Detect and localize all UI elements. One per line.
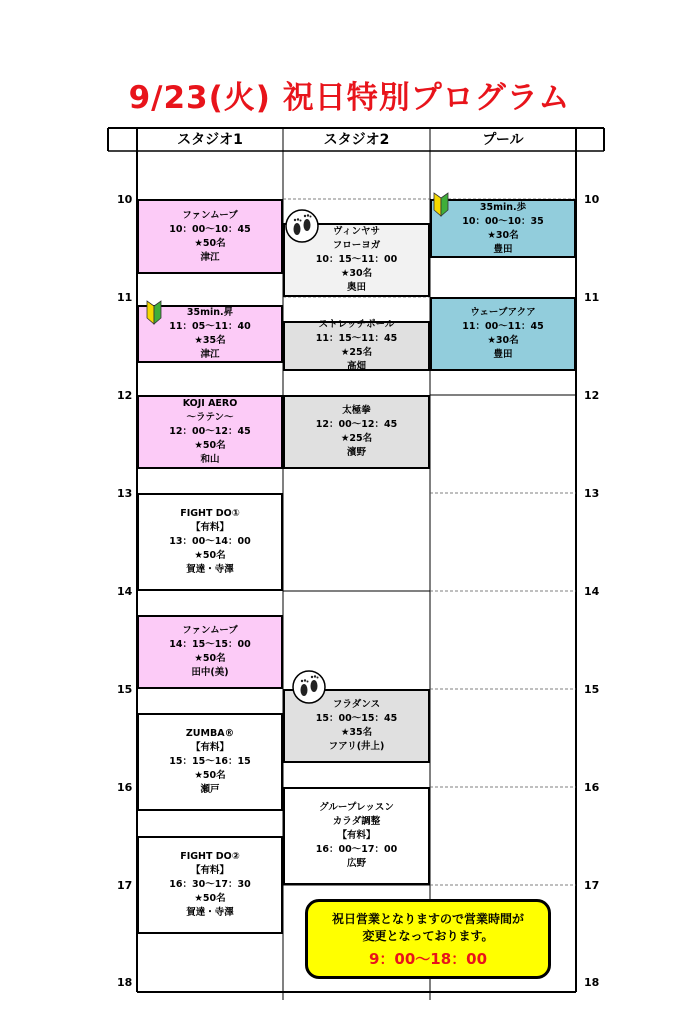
hour-label-right: 12 [584, 389, 600, 402]
class-time: 11：00～11：45 [462, 321, 544, 332]
hour-label-right: 18 [584, 976, 600, 989]
hour-label-right: 13 [584, 487, 600, 500]
class-block[interactable] [137, 493, 283, 591]
class-capacity: ★50名 [194, 770, 226, 781]
class-capacity: ★25名 [340, 347, 373, 358]
class-block[interactable] [283, 395, 430, 469]
class-block[interactable] [283, 321, 430, 371]
class-capacity: ★50名 [194, 893, 226, 904]
class-name: FIGHT DO② [180, 851, 240, 862]
hour-label-left: 14 [117, 585, 133, 598]
class-block[interactable] [137, 615, 283, 689]
class-capacity: ★35名 [340, 727, 373, 738]
class-capacity: ★35名 [194, 335, 226, 346]
class-time: 11：05～11：40 [169, 321, 251, 332]
class-name: 35min.昇 [186, 307, 234, 318]
class-fee: 【有料】 [190, 522, 229, 533]
class-name: FIGHT DO① [180, 508, 240, 519]
class-name: KOJI AERO [182, 398, 238, 409]
class-capacity: ★50名 [194, 550, 226, 561]
class-instructor: 高畑 [346, 361, 366, 372]
class-instructor: 豊田 [493, 349, 513, 360]
class-instructor: 瀬戸 [200, 784, 220, 795]
class-time: 12：00～12：45 [169, 426, 251, 437]
class-capacity: ★30名 [487, 229, 519, 241]
class-time: 12：00～12：45 [315, 419, 398, 430]
hour-label-right: 16 [584, 781, 600, 794]
class-subtitle: ～ラテン～ [186, 412, 234, 423]
class-time: 10：00～10：35 [462, 215, 544, 227]
class-subtitle: フローヨガ [332, 240, 381, 251]
class-block[interactable] [283, 787, 430, 885]
class-block[interactable] [137, 713, 283, 811]
column-header-studio1: スタジオ1 [177, 132, 243, 148]
class-time: 15：15～16：15 [169, 756, 251, 767]
class-block[interactable] [430, 297, 576, 371]
hour-label-left: 11 [117, 291, 133, 304]
class-subtitle: カラダ調整 [332, 816, 381, 827]
class-name: 太極拳 [342, 405, 371, 416]
hour-label-left: 10 [117, 193, 133, 206]
class-block[interactable] [137, 395, 283, 469]
column-header-studio2: スタジオ2 [323, 132, 390, 148]
class-instructor: 豊田 [493, 243, 513, 255]
class-instructor: 津江 [200, 251, 220, 263]
class-name: グループレッスン [319, 802, 394, 813]
class-name: フラダンス [332, 699, 381, 710]
hour-label-left: 16 [117, 781, 133, 794]
class-instructor: フアリ(井上) [328, 741, 385, 752]
class-name: ファンムーブ [182, 209, 238, 221]
page-title: 9/23(火) 祝日特別プログラム [128, 80, 571, 116]
class-instructor: 賀達・寺澤 [186, 564, 234, 575]
class-time: 13：00～14：00 [169, 536, 251, 547]
hour-label-right: 17 [584, 879, 600, 892]
class-time: 10：15～11：00 [315, 254, 398, 265]
hour-label-right: 15 [584, 683, 600, 696]
class-instructor: 奥田 [346, 282, 366, 293]
class-fee: 【有料】 [337, 830, 376, 841]
class-time: 14：15～15：00 [169, 639, 251, 650]
class-fee: 【有料】 [190, 742, 229, 753]
class-name: ストレッチポール [318, 319, 395, 330]
beginner-mark-icon [145, 298, 163, 326]
class-time: 11：15～11：45 [315, 333, 398, 344]
hour-label-right: 10 [584, 193, 600, 206]
column-header-pool: プール [482, 132, 524, 148]
class-time: 16：30～17：30 [169, 879, 251, 890]
class-name: ウェーブアクア [470, 307, 536, 318]
notice-line-2: 変更となっております。 [362, 929, 494, 943]
class-block[interactable] [430, 199, 576, 258]
hour-label-right: 11 [584, 291, 600, 304]
hour-label-right: 14 [584, 585, 600, 598]
hour-label-left: 12 [117, 389, 133, 402]
class-capacity: ★50名 [194, 440, 226, 451]
class-block[interactable] [137, 836, 283, 934]
notice-hours: 9：00～18：00 [368, 950, 488, 968]
hour-label-left: 13 [117, 487, 133, 500]
class-instructor: 広野 [346, 858, 366, 869]
footprints-icon [292, 670, 326, 704]
class-instructor: 賀達・寺澤 [186, 907, 234, 918]
class-capacity: ★50名 [194, 653, 226, 664]
hour-label-left: 15 [117, 683, 133, 696]
class-instructor: 濱野 [346, 447, 366, 458]
class-fee: 【有料】 [190, 865, 229, 876]
class-capacity: ★30名 [487, 335, 519, 346]
class-name: ファンムーブ [182, 625, 238, 636]
class-block[interactable] [137, 199, 283, 274]
class-time: 15：00～15：45 [315, 713, 398, 724]
class-instructor: 津江 [200, 349, 220, 360]
hour-label-left: 18 [117, 976, 133, 989]
class-time: 10：00～10：45 [169, 223, 251, 235]
class-instructor: 田中(美) [191, 667, 229, 678]
class-name: ZUMBA® [185, 728, 235, 739]
notice-line-1: 祝日営業となりますので営業時間が [331, 912, 524, 926]
class-time: 16：00～17：00 [315, 844, 398, 855]
class-capacity: ★30名 [340, 268, 373, 279]
class-name: 35min.歩 [479, 201, 527, 213]
class-name: ヴィンヤサ [333, 226, 380, 237]
class-capacity: ★50名 [194, 237, 226, 249]
holiday-hours-notice [305, 899, 551, 979]
beginner-mark-icon [432, 190, 450, 218]
footprints-icon [285, 209, 319, 243]
class-instructor: 和山 [200, 454, 220, 465]
class-capacity: ★25名 [340, 433, 373, 444]
hour-label-left: 17 [117, 879, 133, 892]
